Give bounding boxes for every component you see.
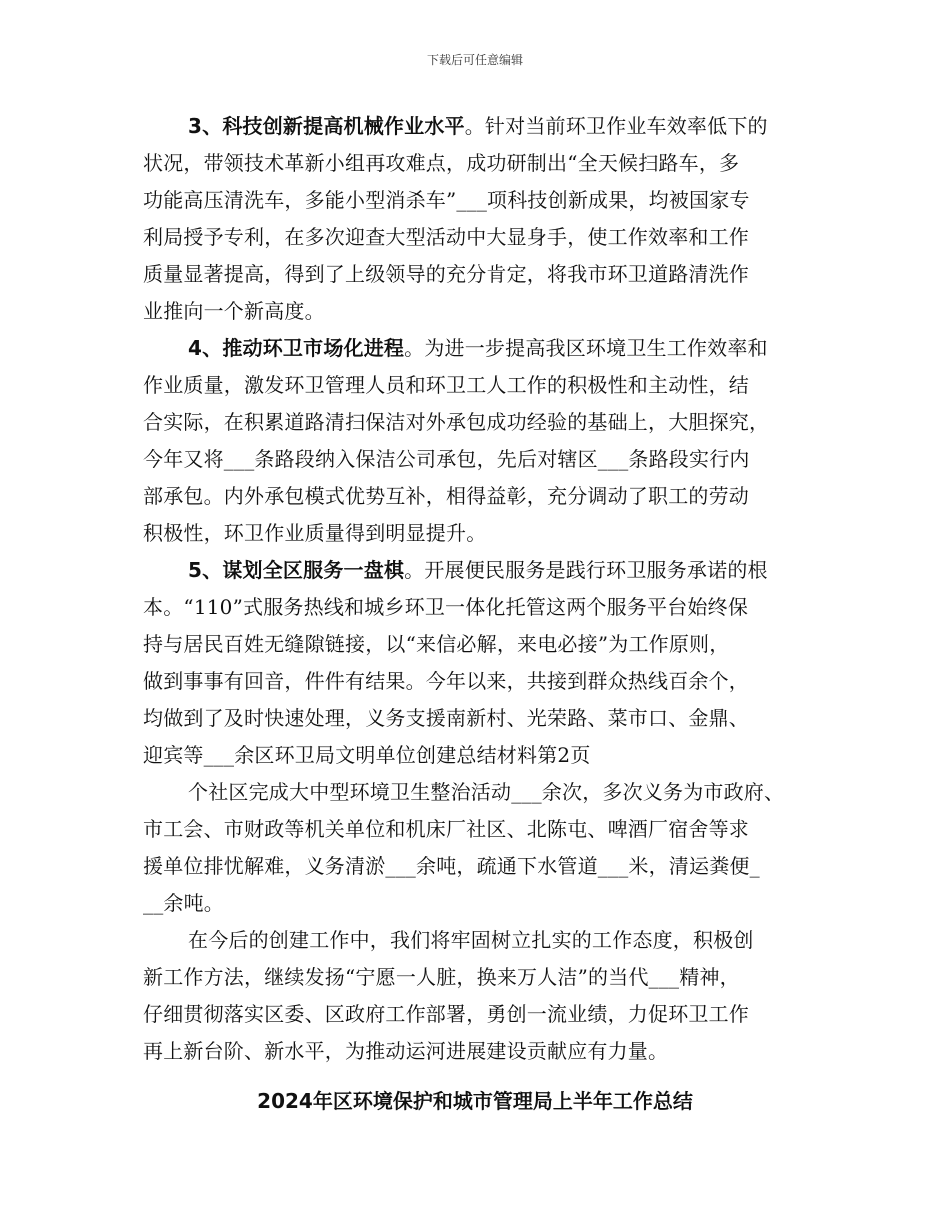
paragraph-lead-heading: 5、谋划全区服务一盘棋 [188,558,405,582]
paragraph-line: 功能高压清洗车，多能小型消杀车”___项科技创新成果，均被国家专 [143,188,750,212]
paragraph-line: 作业质量，激发环卫管理人员和环卫工人工作的积极性和主动性，结 [143,373,749,397]
paragraph-line: 新工作方法，继续发扬“宁愿一人脏，换来万人洁”的当代___精神， [143,965,740,989]
paragraph-line: 再上新台阶、新水平，为推动运河进展建设贡献应有力量。 [143,1039,669,1063]
paragraph-line: 4、推动环卫市场化进程。为进一步提高我区环境卫生工作效率和 [188,336,768,360]
paragraph-line: 3、科技创新提高机械作业水平。针对当前环卫作业车效率低下的 [188,114,768,138]
document-body [143,108,823,1070]
paragraph-line: 状况，带领技术革新小组再攻难点，成功研制出“全天候扫路车，多 [143,151,740,175]
paragraph-line: 在今后的创建工作中，我们将牢固树立扎实的工作态度，积极创 [188,928,754,952]
paragraph-lead-heading: 3、科技创新提高机械作业水平 [188,114,465,138]
next-document-title: 2024年区环境保护和城市管理局上半年工作总结 [257,1089,693,1113]
paragraph-line: 市工会、市财政等机关单位和机床厂社区、北陈屯、啤酒厂宿舍等求 [143,817,749,841]
paragraph-line: 今年又将___条路段纳入保洁公司承包，先后对辖区___条路段实行内 [143,447,750,471]
paragraph-line: 质量显著提高，得到了上级领导的充分肯定，将我市环卫道路清洗作 [143,262,749,286]
paragraph-lead-heading: 4、推动环卫市场化进程 [188,336,405,360]
paragraph-line: 积极性，环卫作业质量得到明显提升。 [143,521,487,545]
paragraph-line: 援单位排忧解难，义务清淤___余吨，疏通下水管道___米，清运粪便_ [143,854,760,878]
paragraph-line: 均做到了及时快速处理，义务支援南新村、光荣路、菜市口、金鼎、 [143,706,749,730]
paragraph-line: 仔细贯彻落实区委、区政府工作部署，勇创一流业绩，力促环卫工作 [143,1002,749,1026]
paragraph-line: 迎宾等___余区环卫局文明单位创建总结材料第2页 [143,743,591,767]
paragraph-line: 部承包。内外承包模式优势互补，相得益彰，充分调动了职工的劳动 [143,484,749,508]
paragraph-line: 持与居民百姓无缝隙链接，以“来信必解，来电必接”为工作原则， [143,632,730,656]
paragraph-line: __余吨。 [143,891,224,915]
paragraph-line: 5、谋划全区服务一盘棋。开展便民服务是践行环卫服务承诺的根 [188,558,768,582]
paragraph-line: 合实际，在积累道路清扫保洁对外承包成功经验的基础上，大胆探究， [143,410,770,434]
paragraph-line: 做到事事有回音，件件有结果。今年以来，共接到群众热线百余个， [143,669,749,693]
paragraph-line: 业推向一个新高度。 [143,299,325,323]
paragraph-line: 个社区完成大中型环境卫生整治活动___余次，多次义务为市政府、 [188,780,785,804]
paragraph-line: 本。“110”式服务热线和城乡环卫一体化托管这两个服务平台始终保 [143,595,749,619]
page-header-note: 下载后可任意编辑 [426,53,523,67]
paragraph-line: 利局授予专利，在多次迎查大型活动中大显身手，使工作效率和工作 [143,225,749,249]
